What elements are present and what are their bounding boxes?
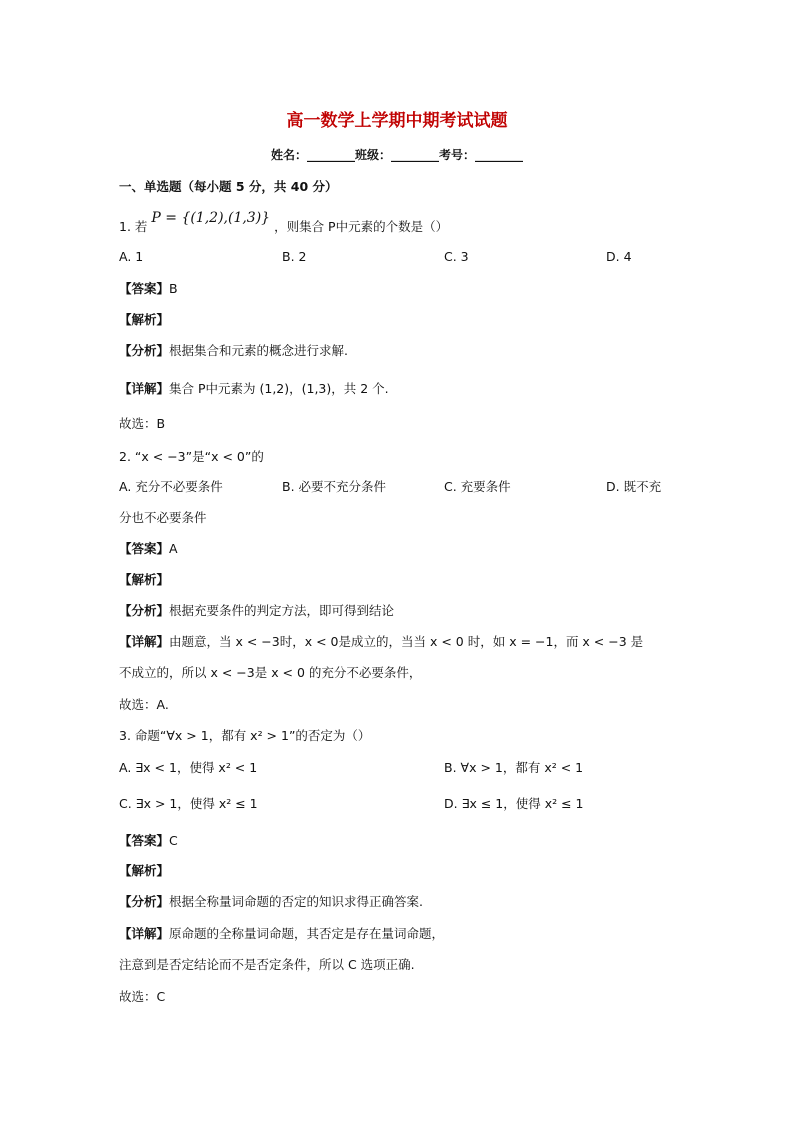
question-1-set: P = {(1,2),(1,3)}	[151, 210, 271, 226]
answer-label: 【答案】	[119, 541, 170, 556]
question-1-answer	[119, 280, 178, 298]
question-1-suffix: ，则集合 P中元素的个数是（）	[274, 219, 449, 234]
answer-value: A	[169, 541, 178, 556]
question-3-guxuan: 故选：C	[119, 989, 166, 1004]
question-1-analysis-heading: 【解析】	[119, 312, 170, 327]
question-2-fenxi	[119, 602, 394, 620]
answer-label: 【答案】	[119, 281, 170, 296]
question-3-option-b: B. ∀x > 1，都有 x² < 1	[444, 760, 584, 775]
question-2-stem: 2. “x < −3”是“x < 0”的	[119, 449, 264, 464]
answer-label: 【答案】	[119, 833, 170, 848]
question-2-guxuan: 故选：A.	[119, 697, 169, 712]
fenxi-text: 根据全称量词命题的否定的知识求得正确答案.	[169, 894, 423, 909]
xiangjie-text-line-1: 原命题的全称量词命题，其否定是存在量词命题，	[169, 926, 445, 941]
question-3-option-c: C. ∃x > 1，使得 x² ≤ 1	[119, 796, 258, 811]
question-3-fenxi	[119, 893, 423, 911]
xiangjie-text: 集合 P中元素为 (1,2)，(1,3)，共 2 个.	[169, 381, 389, 396]
question-2-xiangjie	[119, 633, 643, 651]
question-2-option-b: B. 必要不充分条件	[282, 479, 387, 494]
question-3-xiangjie	[119, 925, 444, 943]
question-3-xiangjie-line-2: 注意到是否定结论而不是否定条件，所以 C 选项正确.	[119, 957, 415, 972]
fenxi-text: 根据充要条件的判定方法，即可得到结论	[169, 603, 395, 618]
question-1-guxuan: 故选：B	[119, 416, 166, 431]
answer-value: B	[169, 281, 178, 296]
question-2-option-c: C. 充要条件	[444, 479, 511, 494]
fenxi-label: 【分析】	[119, 894, 170, 909]
xiangjie-label: 【详解】	[119, 381, 170, 396]
question-1-option-c: C. 3	[444, 249, 469, 264]
question-1-option-b: B. 2	[282, 249, 307, 264]
xiangjie-label: 【详解】	[119, 634, 170, 649]
question-2-answer	[119, 540, 178, 558]
fenxi-label: 【分析】	[119, 343, 170, 358]
question-2-xiangjie-line-2: 不成立的，所以 x < −3是 x < 0 的充分不必要条件，	[119, 665, 422, 680]
question-3-stem: 3. 命题“∀x > 1，都有 x² > 1”的否定为（）	[119, 728, 371, 743]
student-info-line: 姓名：________班级：________考号：________	[270, 148, 523, 162]
question-1-prefix: 1. 若	[119, 219, 148, 234]
question-1-xiangjie	[119, 380, 389, 398]
question-2-option-a: A. 充分不必要条件	[119, 479, 223, 494]
question-3-option-a: A. ∃x < 1，使得 x² < 1	[119, 760, 258, 775]
question-2-option-d: D. 既不充	[606, 479, 662, 494]
page-title: 高一数学上学期中期考试试题	[286, 111, 508, 131]
xiangjie-text-line-1: 由题意，当 x < −3时，x < 0是成立的，当当 x < 0 时，如 x = −1，而 x < −3 是	[169, 634, 644, 649]
question-1-fenxi	[119, 342, 348, 360]
question-1-stem	[119, 210, 449, 236]
question-3-option-d: D. ∃x ≤ 1，使得 x² ≤ 1	[444, 796, 584, 811]
question-1-option-d: D. 4	[606, 249, 632, 264]
question-2-option-d-continued: 分也不必要条件	[119, 510, 207, 525]
xiangjie-label: 【详解】	[119, 926, 170, 941]
question-1-option-a: A. 1	[119, 249, 144, 264]
question-3-analysis-heading: 【解析】	[119, 863, 170, 878]
answer-value: C	[169, 833, 178, 848]
fenxi-label: 【分析】	[119, 603, 170, 618]
question-3-answer	[119, 832, 178, 850]
question-2-analysis-heading: 【解析】	[119, 572, 170, 587]
fenxi-text: 根据集合和元素的概念进行求解.	[169, 343, 348, 358]
section-heading: 一、单选题（每小题 5 分，共 40 分）	[119, 179, 338, 194]
